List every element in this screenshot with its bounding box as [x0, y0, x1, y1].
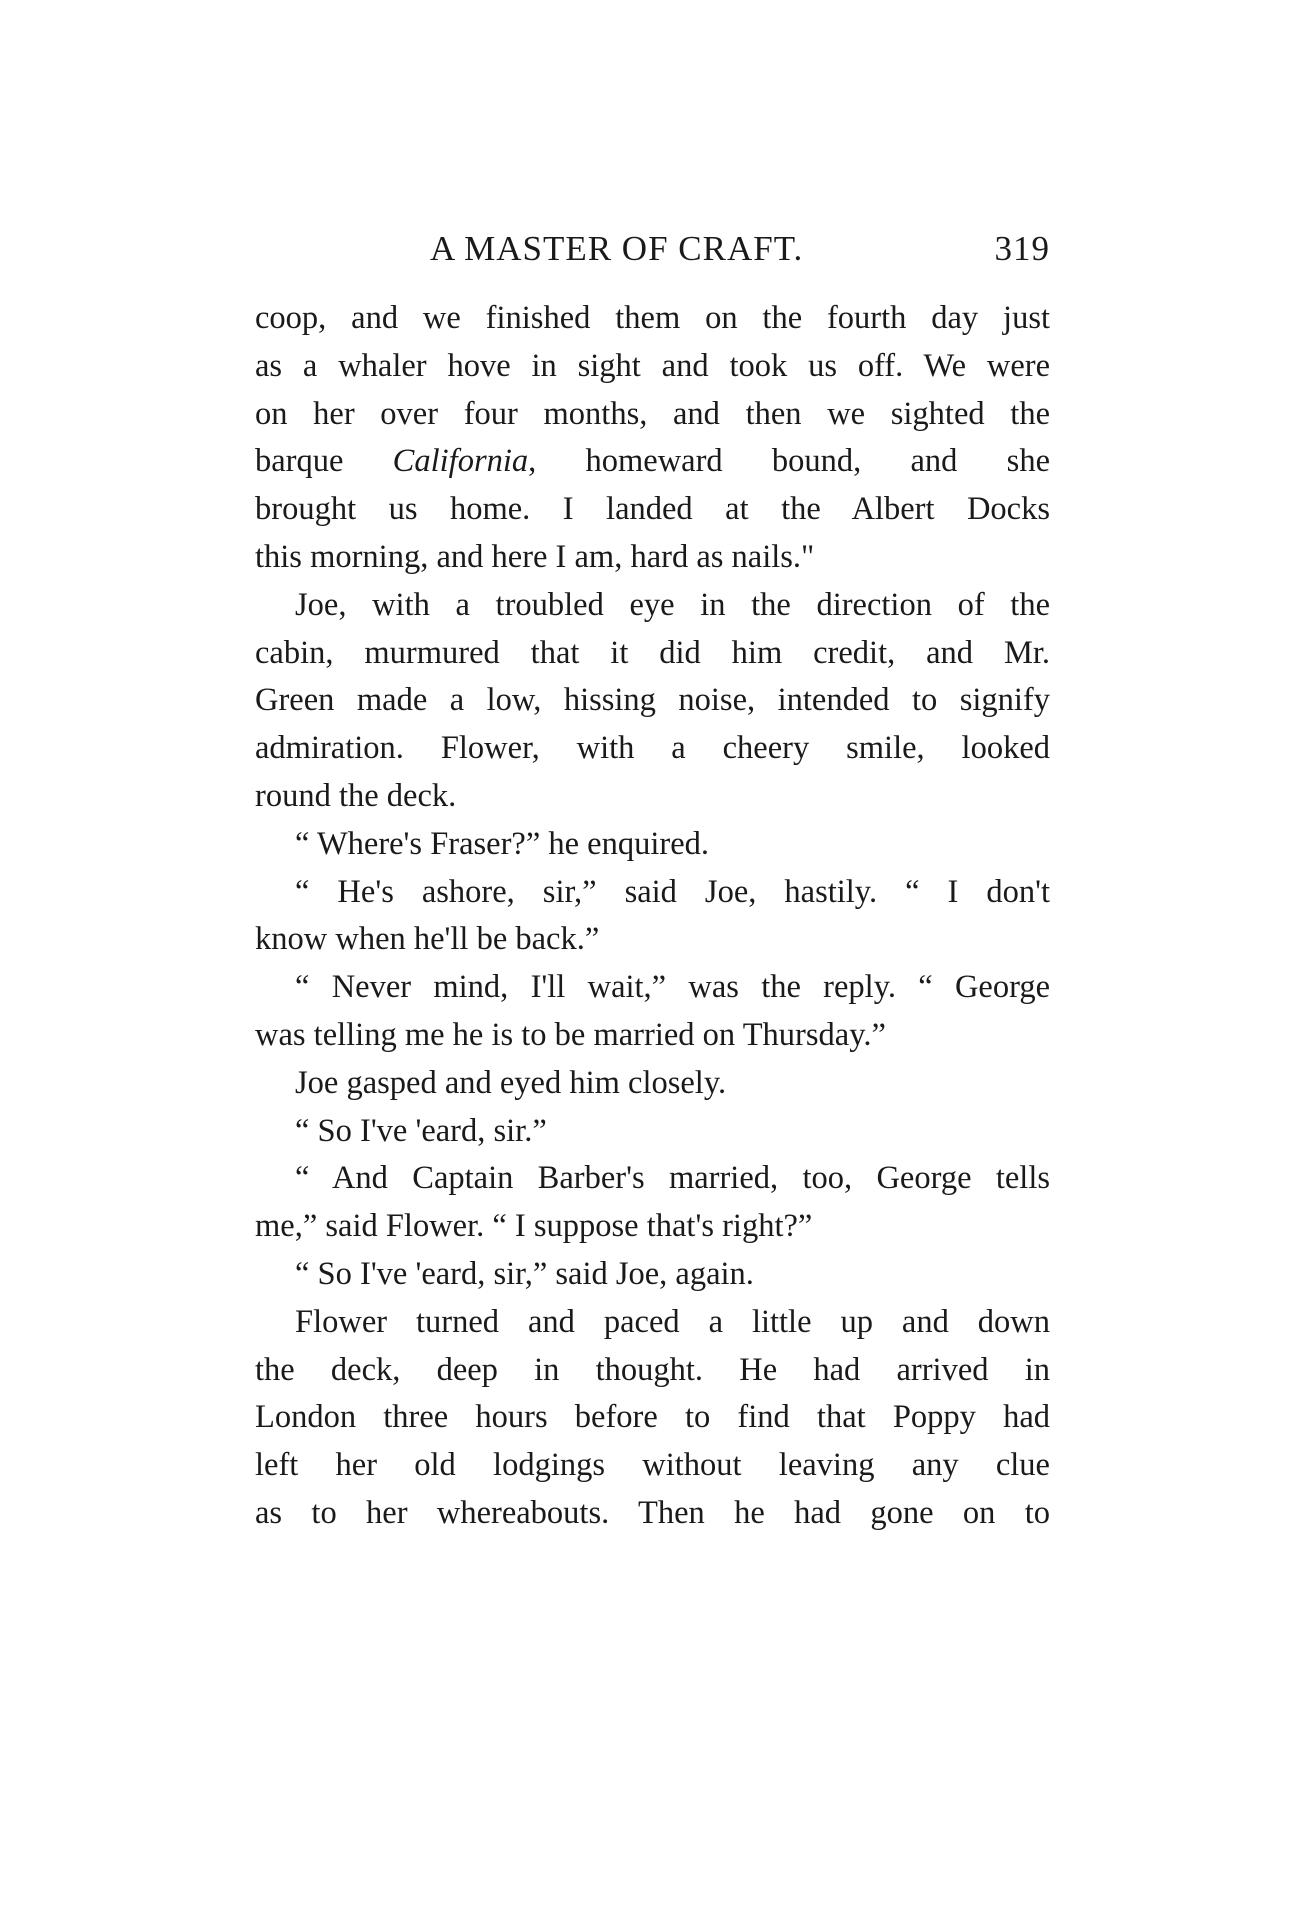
text-line: was telling me he is to be married on Thursday.”	[255, 1016, 886, 1053]
text-line: the deck, deep in thought. He had arrived in	[255, 1351, 1050, 1388]
text-line: me,” said Flower. “ I suppose that's right?”	[255, 1208, 813, 1245]
text-line: this morning, and here I am, hard as nails."	[255, 538, 815, 575]
text-line: round the deck.	[255, 777, 457, 814]
text-line: know when he'll be back.”	[255, 921, 600, 958]
text-line: “ And Captain Barber's married, too, George tells	[295, 1160, 1050, 1197]
text-line: “ Where's Fraser?” he enquired.	[295, 825, 710, 862]
text-line: as a whaler hove in sight and took us off. We were	[255, 347, 1050, 384]
text-line: “ Never mind, I'll wait,” was the reply. “ George	[295, 969, 1050, 1006]
text-line: Flower turned and paced a little up and down	[295, 1303, 1050, 1340]
text-line: as to her whereabouts. Then he had gone on to	[255, 1494, 1050, 1531]
text-line: “ He's ashore, sir,” said Joe, hastily. “ I don't	[295, 873, 1050, 910]
body-text	[255, 295, 1050, 1538]
text-line: cabin, murmured that it did him credit, and Mr.	[255, 634, 1050, 671]
running-title: A MASTER OF CRAFT.	[430, 229, 804, 268]
text-line: “ So I've 'eard, sir,” said Joe, again.	[295, 1255, 754, 1292]
running-head	[255, 229, 1050, 273]
text-line: coop, and we finished them on the fourth day just	[255, 300, 1050, 336]
text-line: brought us home. I landed at the Albert Docks	[255, 491, 1050, 528]
text-line: barque California, homeward bound, and she	[255, 443, 1050, 480]
text-line: Green made a low, hissing noise, intended to signify	[255, 682, 1050, 719]
text-line: “ So I've 'eard, sir.”	[295, 1112, 547, 1149]
page-number: 319	[994, 229, 1050, 268]
text-line: on her over four months, and then we sighted the	[255, 395, 1050, 432]
text-line: Joe, with a troubled eye in the direction of the	[295, 586, 1050, 623]
text-line: London three hours before to find that Poppy had	[255, 1399, 1050, 1436]
text-line: admiration. Flower, with a cheery smile, looked	[255, 730, 1050, 767]
text-line: left her old lodgings without leaving any clue	[255, 1447, 1050, 1484]
text-line: Joe gasped and eyed him closely.	[295, 1064, 727, 1101]
ship-name: California	[392, 443, 529, 480]
